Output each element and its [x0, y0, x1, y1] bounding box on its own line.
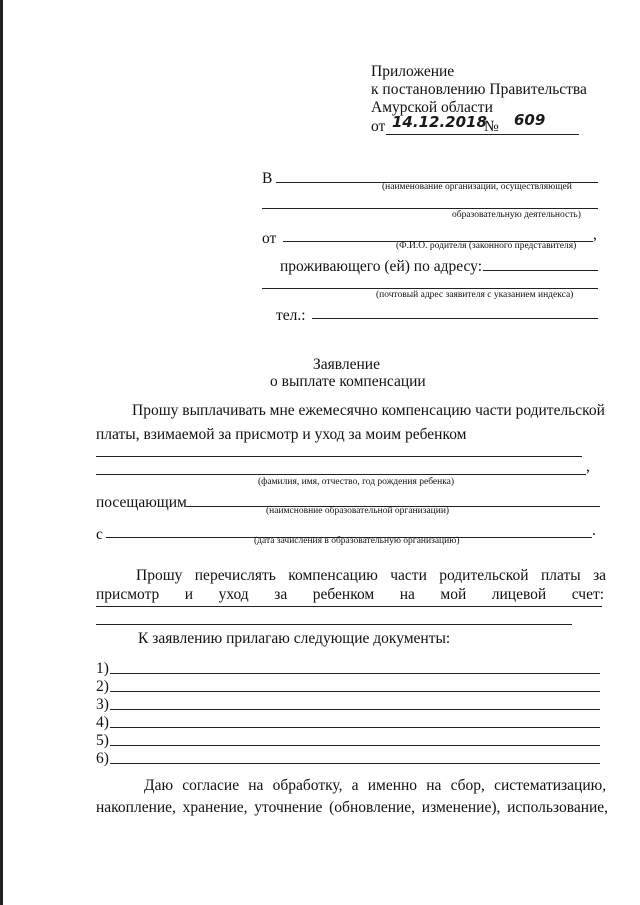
- scan-edge: [0, 0, 3, 905]
- attachment-line: [110, 709, 600, 710]
- to-prefix: В: [262, 170, 273, 187]
- date-prefix: от: [371, 118, 386, 135]
- request-text-line-2: платы, взимаемой за присмотр и уход за моим ребенком: [96, 426, 467, 443]
- word: систематизацию,: [494, 777, 607, 794]
- word: Даю: [144, 777, 174, 794]
- address-hint: (почтовый адрес заявителя с указанием индекса): [376, 290, 574, 300]
- word: использование,: [507, 799, 609, 816]
- word: за: [274, 586, 288, 603]
- parent-line-comma: ,: [593, 226, 597, 243]
- phone-label: тел.:: [276, 307, 306, 324]
- region-label: Амурской области: [371, 99, 493, 116]
- resolution-label: к постановлению Правительства: [371, 81, 587, 98]
- since-label: с: [96, 526, 103, 543]
- word: компенсацию: [288, 567, 378, 584]
- attachment-line: [110, 691, 600, 692]
- attachment-number: 2): [96, 678, 109, 695]
- word: накопление,: [96, 799, 176, 816]
- attachment-number: 4): [96, 714, 109, 731]
- enrollment-period: .: [592, 522, 596, 539]
- word: присмотр: [96, 586, 160, 603]
- attachment-line: [110, 673, 600, 674]
- word: на: [399, 586, 415, 603]
- parent-name-hint: (Ф.И.О. родителя (законного представителя): [396, 241, 577, 251]
- word: платы: [540, 567, 581, 584]
- word: перечислять: [194, 567, 276, 584]
- organization-hint-1: (наименование организации, осуществляющей: [382, 182, 572, 192]
- word: родительской: [439, 567, 529, 584]
- consent-text-line-2: [96, 797, 608, 819]
- word: части: [390, 567, 427, 584]
- word: и: [184, 586, 194, 603]
- attachment-number: 5): [96, 732, 109, 749]
- word: уточнение: [254, 799, 323, 816]
- handwritten-number: 609: [514, 111, 546, 129]
- school-hint: (наимсновние образовательной организации): [266, 506, 450, 516]
- handwritten-date: 14.12.2018: [392, 113, 487, 131]
- document-subtitle: о выплате компенсации: [270, 373, 426, 390]
- document-title: Заявление: [313, 356, 380, 373]
- word: изменение),: [421, 799, 501, 816]
- organization-hint-2: образовательную деятельность): [452, 210, 581, 220]
- word: а: [351, 777, 359, 794]
- word: хранение,: [182, 799, 248, 816]
- word: ребенком: [312, 586, 375, 603]
- attachment-line: [110, 763, 600, 764]
- word: счет:: [571, 586, 605, 603]
- word: Прошу: [136, 567, 183, 584]
- account-line-2: [96, 624, 572, 625]
- date-number-underline: [386, 134, 579, 135]
- child-hint: (фамилия, имя, отчество, год рождения ребенка): [258, 477, 455, 487]
- word: лицевой: [491, 586, 547, 603]
- attachment-number: 6): [96, 750, 109, 767]
- attachment-line: [110, 727, 600, 728]
- word: сбор,: [450, 777, 485, 794]
- residing-label: проживающего (ей) по адресу:: [280, 258, 482, 275]
- child-line-1: [96, 456, 582, 457]
- word: обработку,: [272, 777, 343, 794]
- number-prefix: №: [484, 118, 499, 135]
- attachment-line: [110, 745, 600, 746]
- organization-line-2: [262, 208, 598, 209]
- attachment-number: 3): [96, 696, 109, 713]
- address-line-1: [483, 270, 598, 271]
- appendix-label: Приложение: [371, 63, 455, 80]
- word: именно: [367, 777, 418, 794]
- address-line-2: [262, 288, 598, 289]
- from-prefix: от: [262, 230, 277, 247]
- word: мой: [440, 586, 467, 603]
- request-text-line-1: Прошу выплачивать мне ежемесячно компенсацию части родительской: [132, 402, 605, 419]
- transfer-text-line-2: [96, 584, 604, 606]
- word: на: [248, 777, 264, 794]
- attachments-intro: К заявлению прилагаю следующие документы:: [138, 630, 451, 647]
- phone-line: [312, 318, 598, 319]
- enrollment-hint: (дата зачисления в образовательную организацию): [254, 536, 460, 546]
- word: уход: [218, 586, 249, 603]
- account-line-1: [96, 606, 602, 607]
- word: на: [426, 777, 442, 794]
- word: согласие: [182, 777, 240, 794]
- consent-text-line-1: [144, 775, 606, 797]
- word: за: [593, 567, 607, 584]
- child-line-2: [96, 474, 586, 475]
- word: (обновление,: [329, 799, 416, 816]
- attachment-number: 1): [96, 660, 109, 677]
- child-line-comma: ,: [586, 458, 590, 475]
- attending-label: посещающим: [96, 494, 187, 511]
